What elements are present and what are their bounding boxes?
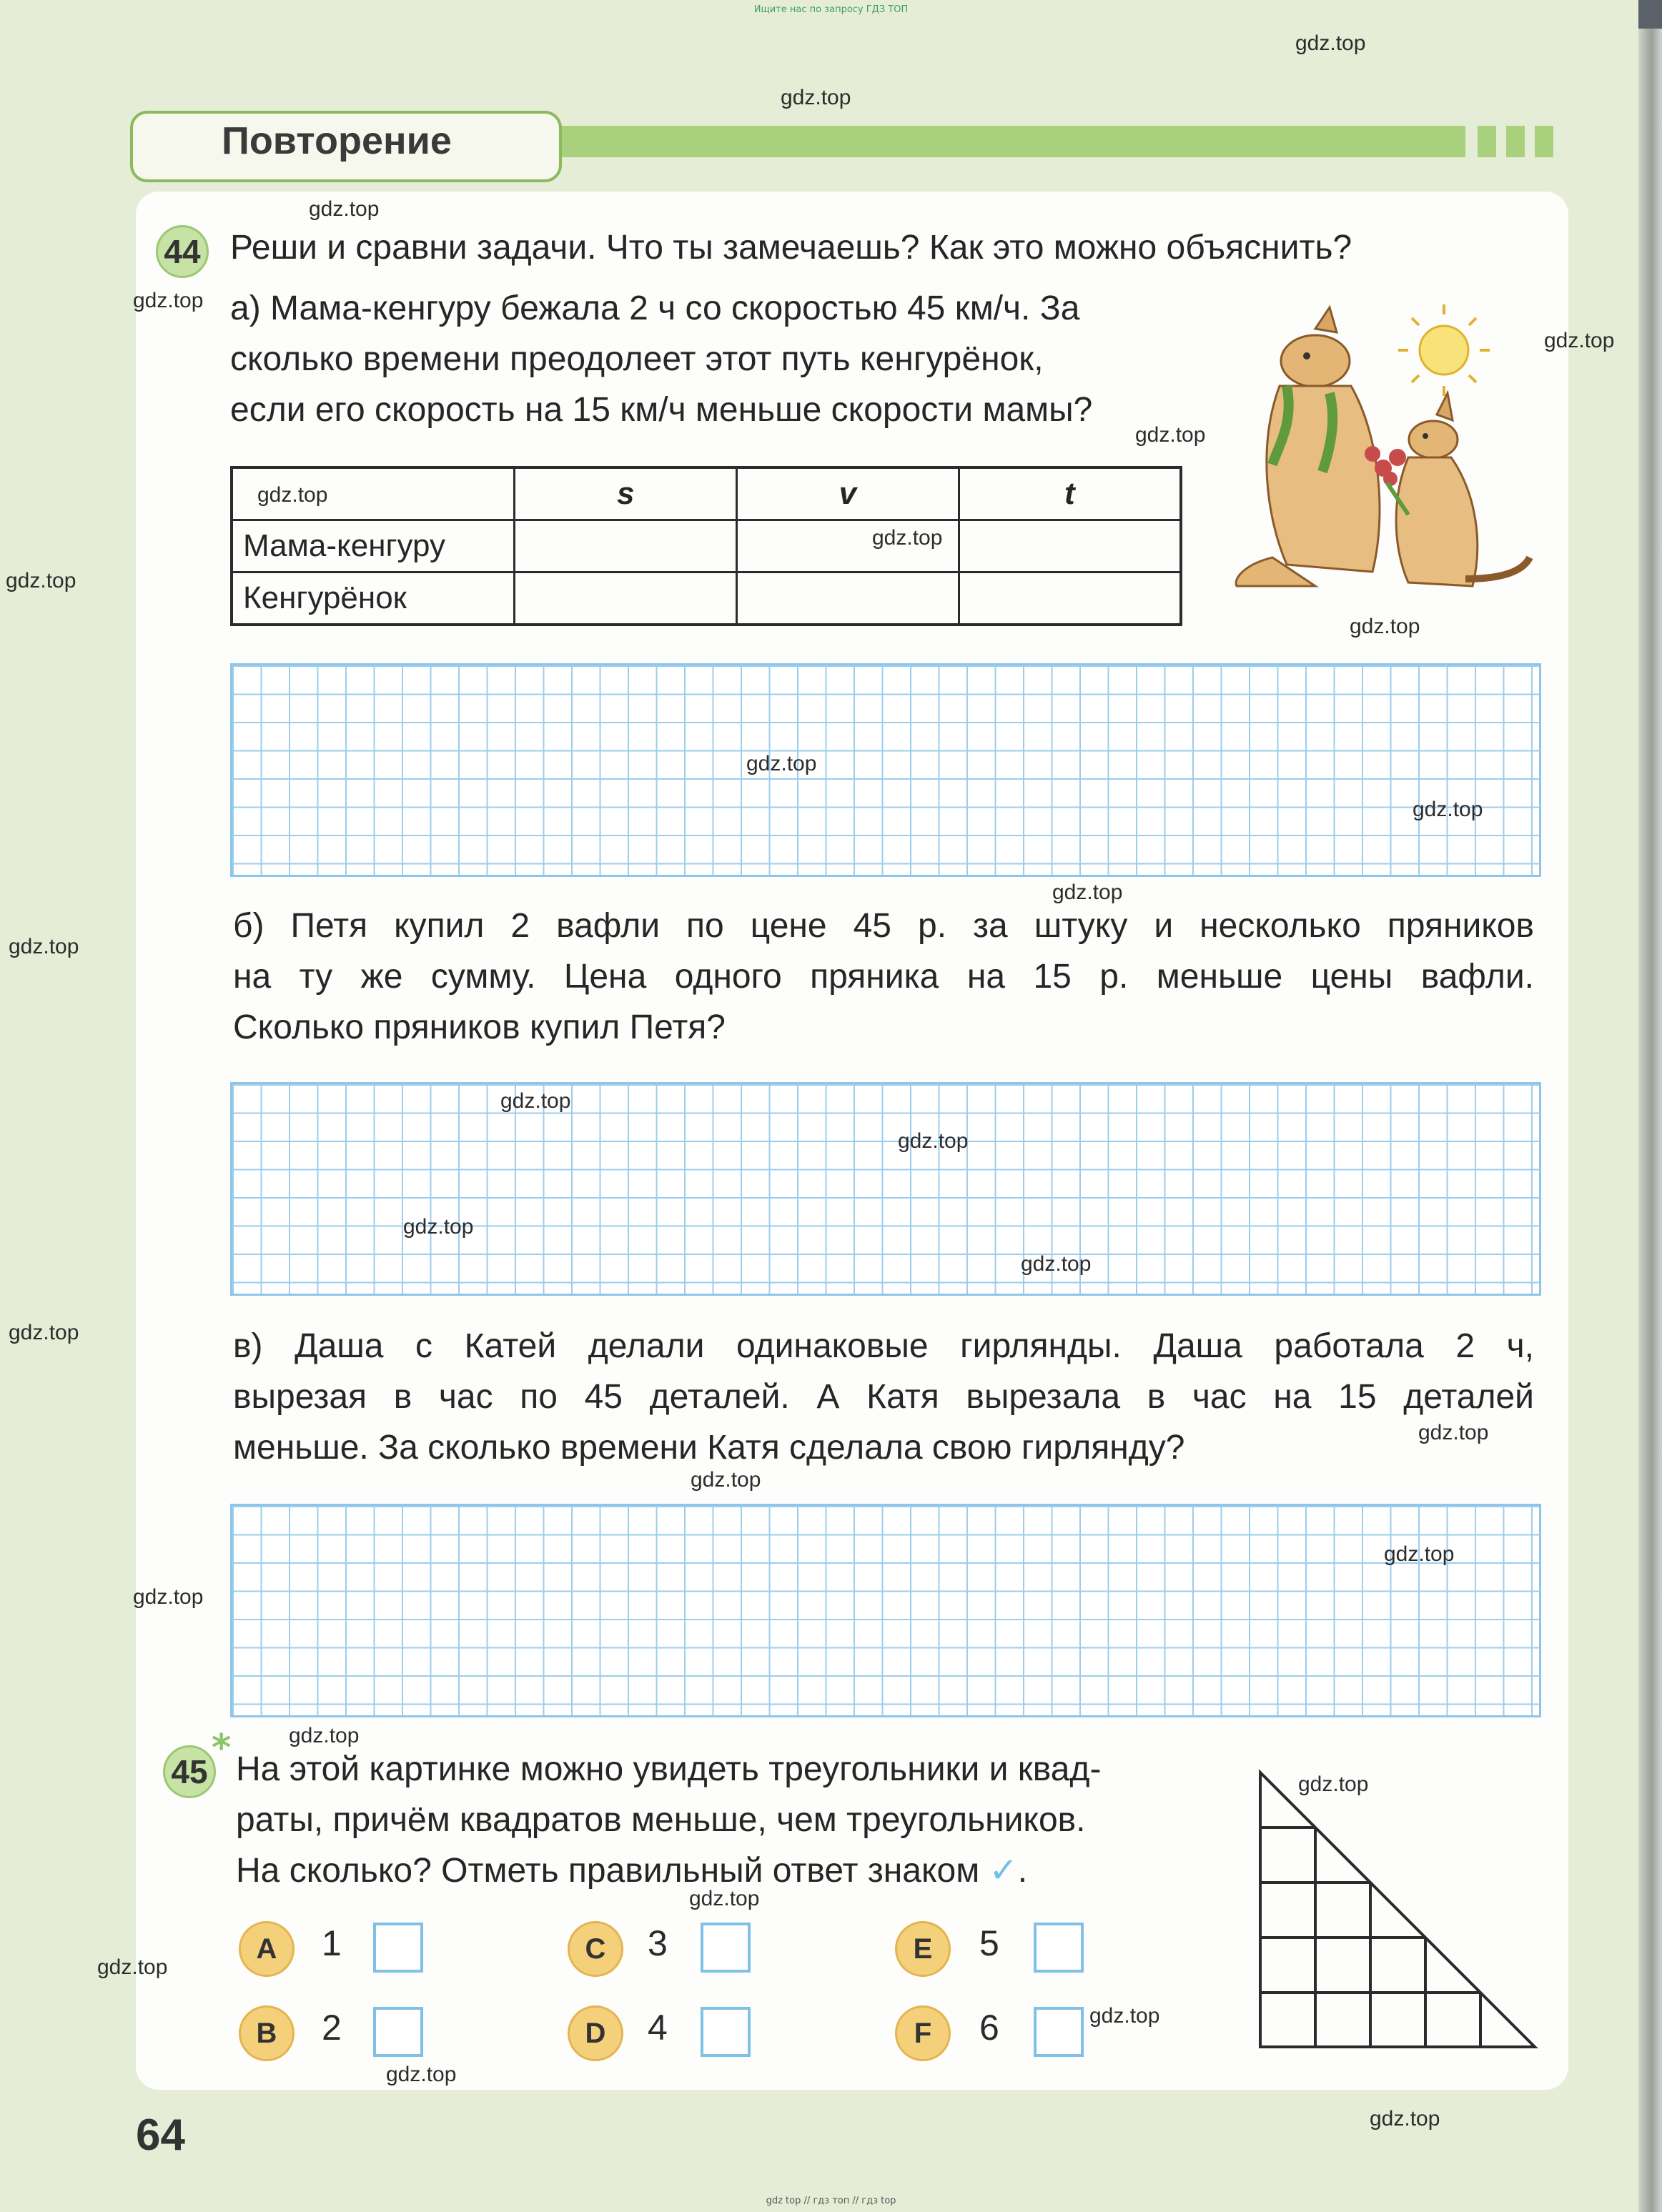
task44b-line: на ту же сумму. Цена одного пряника на 15 р. меньше цены вафли. bbox=[233, 958, 1534, 996]
task-number-44: 44 bbox=[156, 225, 209, 278]
task44b-line: Сколько пряников купил Петя? bbox=[233, 1008, 726, 1046]
watermark: gdz.top bbox=[691, 1468, 761, 1492]
task45-line3: На сколько? Отметь правильный ответ знаком bbox=[236, 1852, 980, 1890]
task44a-line: сколько времени преодолеет этот путь кенгурёнок, bbox=[230, 340, 1044, 378]
task44a-text bbox=[230, 283, 1252, 435]
option-a-badge: A bbox=[239, 1921, 295, 1977]
page-number: 64 bbox=[136, 2111, 185, 2160]
table-header-t: t bbox=[959, 467, 1181, 520]
task45-text bbox=[236, 1744, 1251, 1896]
section-title: Повторение bbox=[222, 119, 452, 162]
checkmark-icon: ✓ bbox=[989, 1852, 1018, 1890]
bottom-note: gdz top // гдз топ // гдз top bbox=[766, 2196, 896, 2206]
table-header-s: s bbox=[515, 467, 737, 520]
option-b-badge: B bbox=[239, 2005, 295, 2061]
table-cell-input[interactable] bbox=[737, 572, 959, 625]
watermark: gdz.top bbox=[1135, 423, 1206, 447]
watermark: gdz.top bbox=[1413, 798, 1483, 821]
watermark: gdz.top bbox=[872, 526, 943, 550]
answer-grid-c[interactable] bbox=[230, 1504, 1541, 1717]
task44c-line: вырезая в час по 45 деталей. А Катя вырезала в час на 15 деталей bbox=[233, 1378, 1534, 1416]
page-edge-shadow bbox=[1638, 0, 1662, 2212]
watermark: gdz.top bbox=[1370, 2107, 1440, 2131]
watermark: gdz.top bbox=[1295, 31, 1366, 55]
watermark: gdz.top bbox=[781, 86, 851, 109]
watermark: gdz.top bbox=[898, 1129, 969, 1153]
option-a-value: 1 bbox=[322, 1923, 342, 1963]
kangaroo-illustration bbox=[1230, 300, 1537, 615]
watermark: gdz.top bbox=[500, 1089, 571, 1113]
watermark: gdz.top bbox=[133, 289, 204, 312]
task-number-45: 45 bbox=[163, 1745, 216, 1798]
watermark: gdz.top bbox=[1052, 881, 1123, 904]
option-c-checkbox[interactable] bbox=[701, 1923, 751, 1973]
watermark: gdz.top bbox=[689, 1887, 760, 1910]
table-cell-input[interactable] bbox=[959, 572, 1181, 625]
option-b-value: 2 bbox=[322, 2008, 342, 2048]
task44a-line: если его скорость на 15 км/ч меньше скорости мамы? bbox=[230, 391, 1093, 429]
task44a-line: а) Мама-кенгуру бежала 2 ч со скоростью 45 км/ч. За bbox=[230, 289, 1080, 327]
task44-intro: Реши и сравни задачи. Что ты замечаешь? Как это можно объяснить? bbox=[230, 229, 1352, 267]
option-d-badge: D bbox=[568, 2005, 623, 2061]
table-header-v: v bbox=[737, 467, 959, 520]
header-stripe bbox=[1506, 126, 1525, 157]
task44c-line: меньше. За сколько времени Катя сделала свою гирлянду? bbox=[233, 1429, 1185, 1467]
option-f-value: 6 bbox=[979, 2008, 999, 2048]
watermark: gdz.top bbox=[6, 569, 76, 592]
task45-line: раты, причём квадратов меньше, чем треугольников. bbox=[236, 1801, 1086, 1839]
watermark: gdz.top bbox=[1298, 1772, 1369, 1796]
table-row-label: Мама-кенгуру bbox=[232, 520, 515, 572]
option-e-badge: E bbox=[895, 1921, 951, 1977]
watermark: gdz.top bbox=[746, 752, 817, 775]
watermark: gdz.top bbox=[257, 483, 328, 507]
watermark: gdz.top bbox=[1089, 2004, 1160, 2028]
watermark: gdz.top bbox=[9, 1321, 79, 1344]
watermark: gdz.top bbox=[1021, 1252, 1092, 1276]
star-mark: * bbox=[212, 1727, 232, 1770]
watermark: gdz.top bbox=[97, 1955, 168, 1979]
table-cell-input[interactable] bbox=[515, 520, 737, 572]
header-bar bbox=[558, 126, 1465, 157]
top-note: Ищите нас по запросу ГДЗ ТОП bbox=[753, 4, 909, 15]
task44b-text bbox=[233, 901, 1534, 1053]
watermark: gdz.top bbox=[1544, 329, 1615, 352]
option-c-badge: C bbox=[568, 1921, 623, 1977]
option-f-badge: F bbox=[895, 2005, 951, 2061]
task45-line: На этой картинке можно увидеть треугольники и квад- bbox=[236, 1750, 1102, 1788]
option-c-value: 3 bbox=[648, 1923, 668, 1963]
answer-grid-b[interactable] bbox=[230, 1082, 1541, 1296]
speed-table bbox=[230, 466, 1182, 626]
option-d-value: 4 bbox=[648, 2008, 668, 2048]
answer-grid-a[interactable] bbox=[230, 663, 1541, 877]
header-stripe bbox=[1535, 126, 1553, 157]
task44c-line: в) Даша с Катей делали одинаковые гирлянды. Даша работала 2 ч, bbox=[233, 1327, 1534, 1365]
option-e-checkbox[interactable] bbox=[1034, 1923, 1084, 1973]
triangle-squares-figure bbox=[1255, 1767, 1540, 2060]
table-cell-input[interactable] bbox=[959, 520, 1181, 572]
task44b-line: б) Петя купил 2 вафли по цене 45 р. за штуку и несколько пряников bbox=[233, 907, 1534, 945]
sun-icon bbox=[1398, 304, 1490, 396]
watermark: gdz.top bbox=[1350, 615, 1420, 638]
option-d-checkbox[interactable] bbox=[701, 2007, 751, 2057]
watermark: gdz.top bbox=[1384, 1542, 1455, 1566]
watermark: gdz.top bbox=[403, 1215, 474, 1239]
watermark: gdz.top bbox=[289, 1724, 360, 1747]
header-stripe bbox=[1478, 126, 1496, 157]
option-a-checkbox[interactable] bbox=[373, 1923, 423, 1973]
mother-kangaroo bbox=[1236, 307, 1380, 586]
option-b-checkbox[interactable] bbox=[373, 2007, 423, 2057]
task44c-text bbox=[233, 1321, 1534, 1473]
watermark: gdz.top bbox=[386, 2063, 457, 2086]
table-row-label: Кенгурёнок bbox=[232, 572, 515, 625]
watermark: gdz.top bbox=[133, 1585, 204, 1609]
option-f-checkbox[interactable] bbox=[1034, 2007, 1084, 2057]
baby-kangaroo bbox=[1365, 393, 1530, 586]
table-cell-input[interactable] bbox=[515, 572, 737, 625]
watermark: gdz.top bbox=[1418, 1421, 1489, 1444]
watermark: gdz.top bbox=[9, 935, 79, 958]
option-e-value: 5 bbox=[979, 1923, 999, 1963]
watermark: gdz.top bbox=[309, 197, 380, 221]
task45-period: . bbox=[1017, 1852, 1028, 1890]
